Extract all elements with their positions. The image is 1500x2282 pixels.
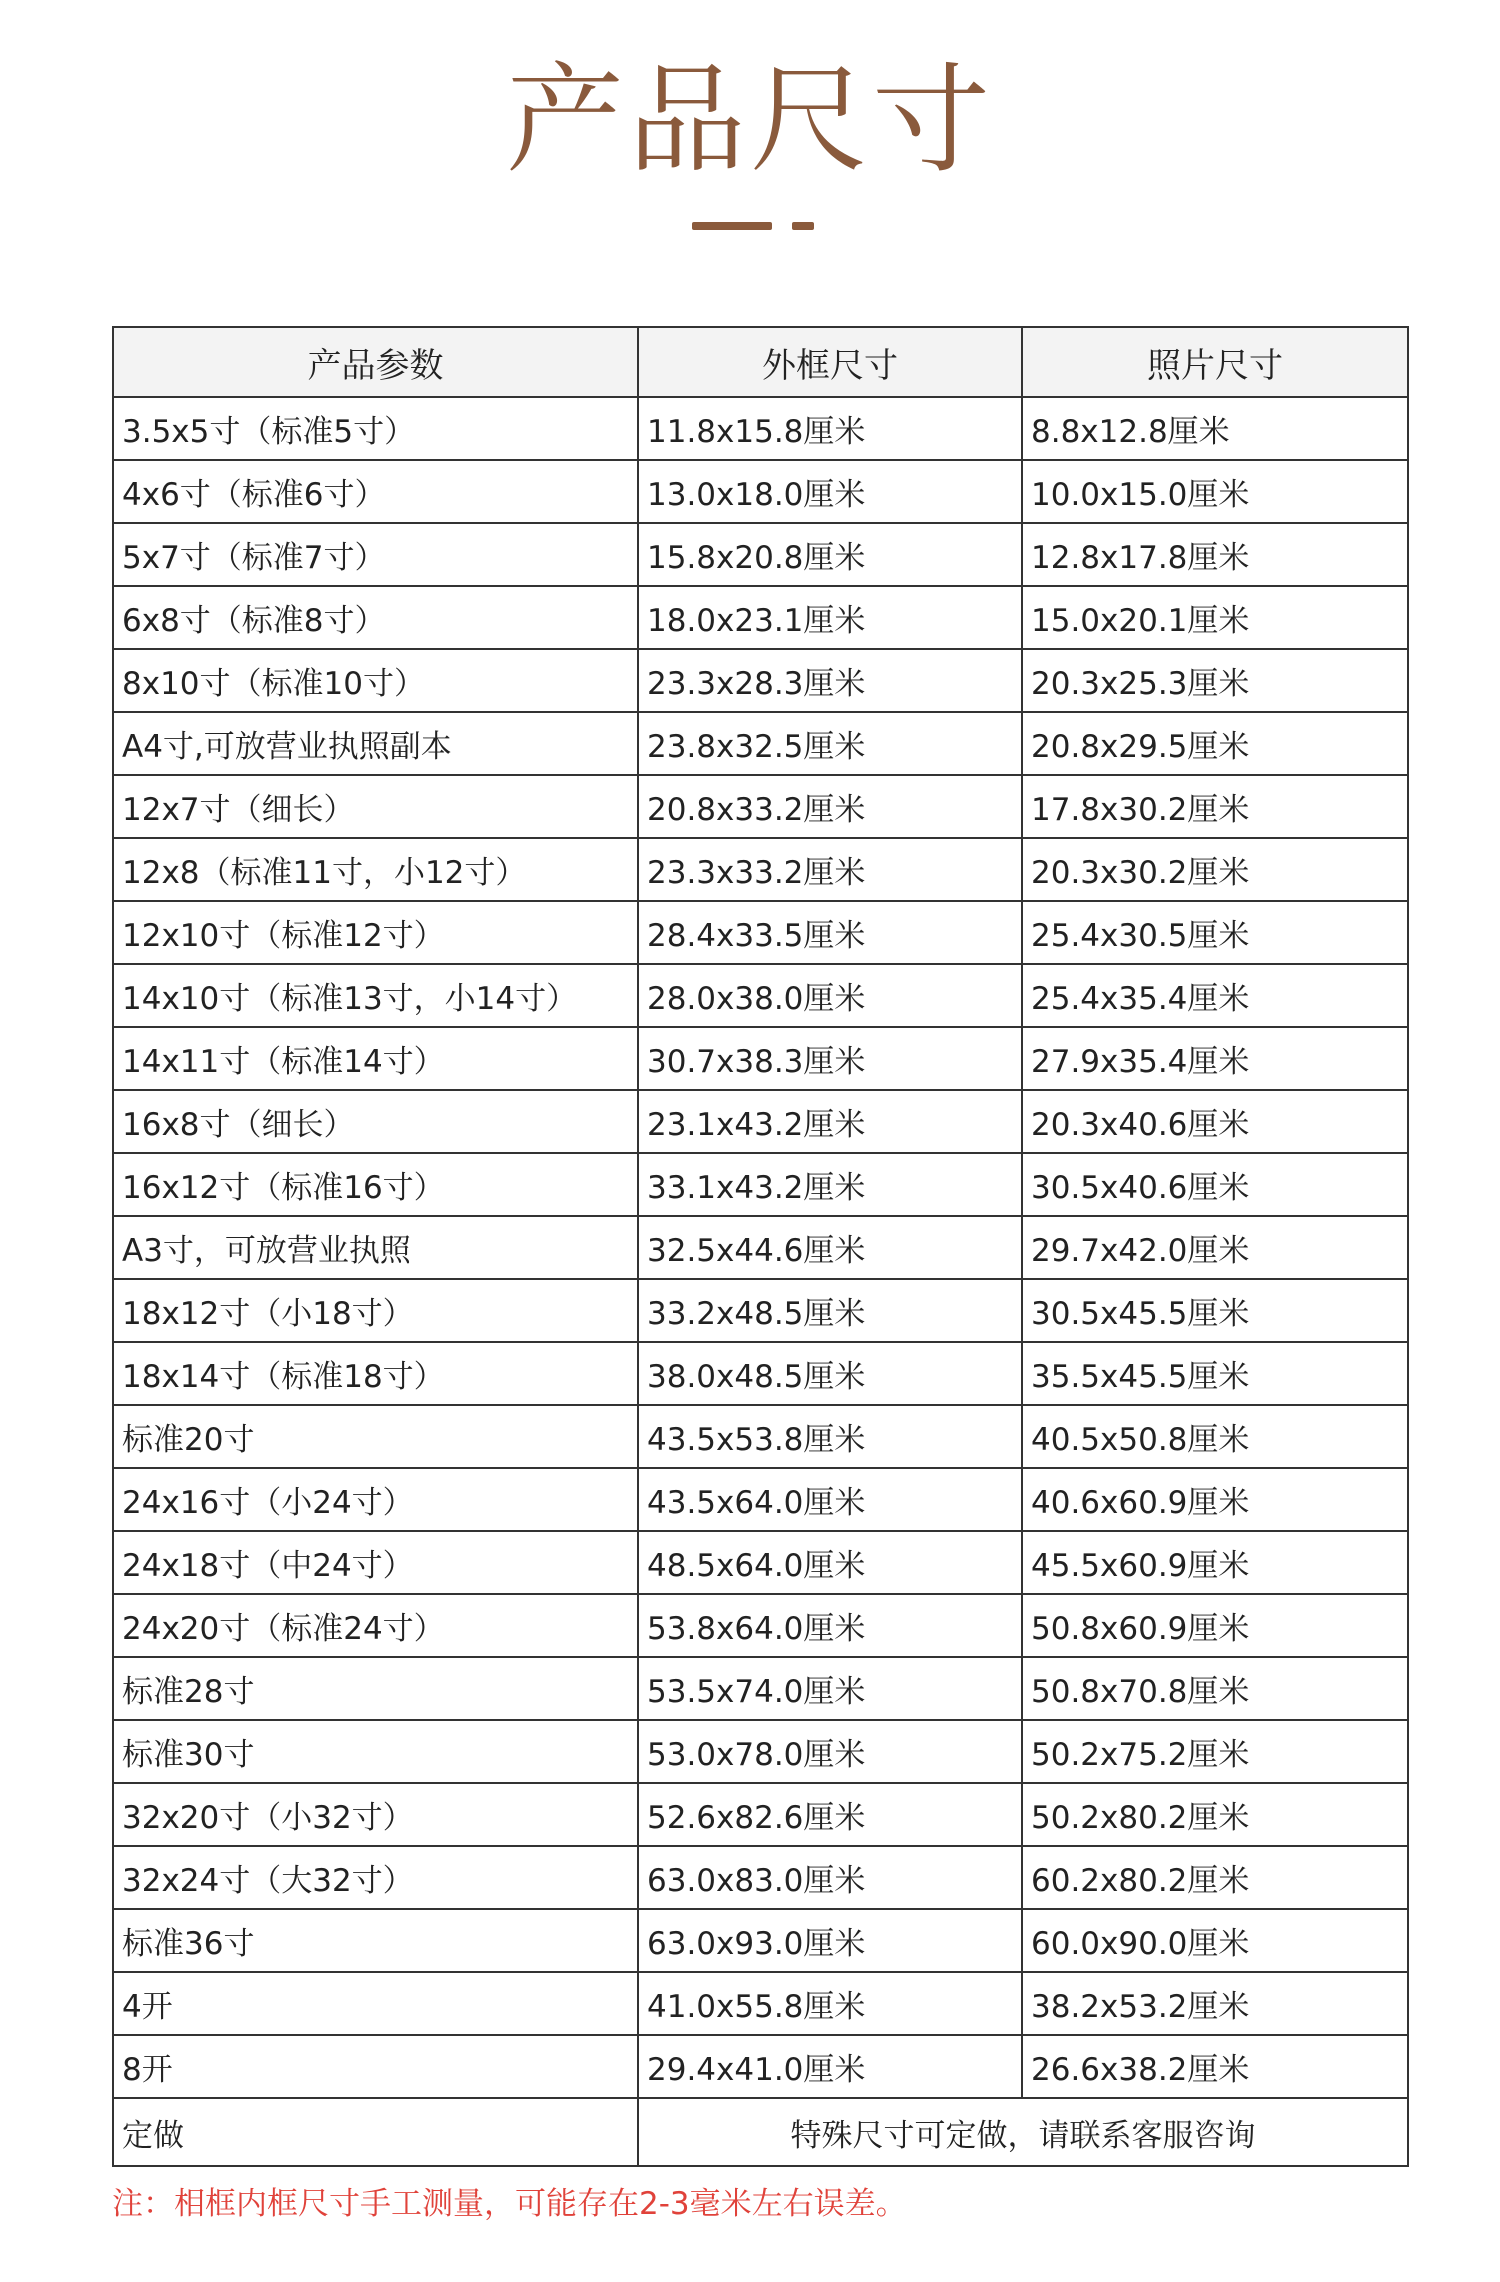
table-row [113, 1783, 1408, 1846]
row-photo-size: 50.8x70.8厘米 [1022, 1657, 1408, 1720]
row-outer-frame-size: 38.0x48.5厘米 [638, 1342, 1022, 1405]
table-row [113, 586, 1408, 649]
row-outer-frame-size: 23.3x33.2厘米 [638, 838, 1022, 901]
row-photo-size: 50.2x80.2厘米 [1022, 1783, 1408, 1846]
row-product-params: 3.5x5寸（标准5寸） [113, 397, 638, 460]
title-underline-short [792, 222, 814, 230]
row-photo-size: 29.7x42.0厘米 [1022, 1216, 1408, 1279]
table-row [113, 1909, 1408, 1972]
row-outer-frame-size: 28.0x38.0厘米 [638, 964, 1022, 1027]
row-product-params: 32x24寸（大32寸） [113, 1846, 638, 1909]
table-row [113, 838, 1408, 901]
table-row [113, 964, 1408, 1027]
custom-order-label: 定做 [113, 2098, 638, 2166]
row-photo-size: 50.8x60.9厘米 [1022, 1594, 1408, 1657]
table-row [113, 712, 1408, 775]
size-table [112, 326, 1409, 2167]
row-product-params: 32x20寸（小32寸） [113, 1783, 638, 1846]
row-product-params: 8开 [113, 2035, 638, 2098]
row-photo-size: 50.2x75.2厘米 [1022, 1720, 1408, 1783]
row-product-params: A4寸,可放营业执照副本 [113, 712, 638, 775]
row-product-params: 标准20寸 [113, 1405, 638, 1468]
table-row [113, 460, 1408, 523]
row-outer-frame-size: 23.8x32.5厘米 [638, 712, 1022, 775]
row-outer-frame-size: 23.1x43.2厘米 [638, 1090, 1022, 1153]
table-row [113, 1846, 1408, 1909]
row-photo-size: 15.0x20.1厘米 [1022, 586, 1408, 649]
table-row [113, 397, 1408, 460]
row-product-params: 标准28寸 [113, 1657, 638, 1720]
row-product-params: 8x10寸（标准10寸） [113, 649, 638, 712]
row-photo-size: 20.3x30.2厘米 [1022, 838, 1408, 901]
row-photo-size: 60.2x80.2厘米 [1022, 1846, 1408, 1909]
row-product-params: 18x12寸（小18寸） [113, 1279, 638, 1342]
row-photo-size: 17.8x30.2厘米 [1022, 775, 1408, 838]
header-outer-frame-size: 外框尺寸 [638, 327, 1022, 397]
measurement-note: 注：相框内框尺寸手工测量，可能存在2-3毫米左右误差。 [112, 2186, 907, 2222]
row-outer-frame-size: 32.5x44.6厘米 [638, 1216, 1022, 1279]
row-product-params: 18x14寸（标准18寸） [113, 1342, 638, 1405]
row-photo-size: 20.3x40.6厘米 [1022, 1090, 1408, 1153]
table-row [113, 1027, 1408, 1090]
row-outer-frame-size: 52.6x82.6厘米 [638, 1783, 1022, 1846]
row-product-params: 5x7寸（标准7寸） [113, 523, 638, 586]
table-header-row [113, 327, 1408, 397]
row-outer-frame-size: 29.4x41.0厘米 [638, 2035, 1022, 2098]
row-outer-frame-size: 18.0x23.1厘米 [638, 586, 1022, 649]
row-photo-size: 38.2x53.2厘米 [1022, 1972, 1408, 2035]
table-row [113, 1279, 1408, 1342]
table-row [113, 1531, 1408, 1594]
table-row [113, 2035, 1408, 2098]
row-product-params: A3寸，可放营业执照 [113, 1216, 638, 1279]
row-product-params: 6x8寸（标准8寸） [113, 586, 638, 649]
row-photo-size: 40.6x60.9厘米 [1022, 1468, 1408, 1531]
row-outer-frame-size: 53.8x64.0厘米 [638, 1594, 1022, 1657]
row-photo-size: 8.8x12.8厘米 [1022, 397, 1408, 460]
row-photo-size: 40.5x50.8厘米 [1022, 1405, 1408, 1468]
row-photo-size: 27.9x35.4厘米 [1022, 1027, 1408, 1090]
table-row [113, 1405, 1408, 1468]
row-photo-size: 60.0x90.0厘米 [1022, 1909, 1408, 1972]
row-outer-frame-size: 53.0x78.0厘米 [638, 1720, 1022, 1783]
row-outer-frame-size: 63.0x83.0厘米 [638, 1846, 1022, 1909]
table-row [113, 649, 1408, 712]
row-outer-frame-size: 63.0x93.0厘米 [638, 1909, 1022, 1972]
table-row [113, 1657, 1408, 1720]
row-photo-size: 26.6x38.2厘米 [1022, 2035, 1408, 2098]
row-product-params: 标准30寸 [113, 1720, 638, 1783]
table-row [113, 1594, 1408, 1657]
table-row [113, 901, 1408, 964]
table-row [113, 1153, 1408, 1216]
row-product-params: 14x11寸（标准14寸） [113, 1027, 638, 1090]
custom-order-text: 特殊尺寸可定做，请联系客服咨询 [638, 2098, 1408, 2166]
row-outer-frame-size: 43.5x53.8厘米 [638, 1405, 1022, 1468]
row-photo-size: 25.4x30.5厘米 [1022, 901, 1408, 964]
row-outer-frame-size: 33.2x48.5厘米 [638, 1279, 1022, 1342]
row-outer-frame-size: 28.4x33.5厘米 [638, 901, 1022, 964]
table-row [113, 1216, 1408, 1279]
row-outer-frame-size: 13.0x18.0厘米 [638, 460, 1022, 523]
table-row [113, 1972, 1408, 2035]
row-product-params: 16x8寸（细长） [113, 1090, 638, 1153]
table-body [113, 397, 1408, 2166]
row-outer-frame-size: 11.8x15.8厘米 [638, 397, 1022, 460]
row-product-params: 12x7寸（细长） [113, 775, 638, 838]
row-photo-size: 20.8x29.5厘米 [1022, 712, 1408, 775]
row-photo-size: 35.5x45.5厘米 [1022, 1342, 1408, 1405]
row-product-params: 16x12寸（标准16寸） [113, 1153, 638, 1216]
row-outer-frame-size: 53.5x74.0厘米 [638, 1657, 1022, 1720]
row-photo-size: 12.8x17.8厘米 [1022, 523, 1408, 586]
row-product-params: 14x10寸（标准13寸，小14寸） [113, 964, 638, 1027]
row-outer-frame-size: 30.7x38.3厘米 [638, 1027, 1022, 1090]
row-photo-size: 45.5x60.9厘米 [1022, 1531, 1408, 1594]
table-row [113, 775, 1408, 838]
table-row [113, 1090, 1408, 1153]
row-product-params: 标准36寸 [113, 1909, 638, 1972]
table-row [113, 523, 1408, 586]
header-photo-size: 照片尺寸 [1022, 327, 1408, 397]
row-outer-frame-size: 15.8x20.8厘米 [638, 523, 1022, 586]
row-photo-size: 25.4x35.4厘米 [1022, 964, 1408, 1027]
row-product-params: 24x20寸（标准24寸） [113, 1594, 638, 1657]
header-product-params: 产品参数 [113, 327, 638, 397]
row-product-params: 24x18寸（中24寸） [113, 1531, 638, 1594]
row-product-params: 4x6寸（标准6寸） [113, 460, 638, 523]
table-row [113, 1342, 1408, 1405]
row-photo-size: 30.5x40.6厘米 [1022, 1153, 1408, 1216]
row-product-params: 4开 [113, 1972, 638, 2035]
row-product-params: 12x8（标准11寸，小12寸） [113, 838, 638, 901]
row-photo-size: 10.0x15.0厘米 [1022, 460, 1408, 523]
page-title: 产品尺寸 [505, 51, 994, 189]
row-outer-frame-size: 41.0x55.8厘米 [638, 1972, 1022, 2035]
row-outer-frame-size: 33.1x43.2厘米 [638, 1153, 1022, 1216]
row-outer-frame-size: 23.3x28.3厘米 [638, 649, 1022, 712]
custom-order-row [113, 2098, 1408, 2166]
row-outer-frame-size: 43.5x64.0厘米 [638, 1468, 1022, 1531]
row-product-params: 12x10寸（标准12寸） [113, 901, 638, 964]
table-row [113, 1468, 1408, 1531]
title-underline-long [692, 222, 772, 230]
row-photo-size: 20.3x25.3厘米 [1022, 649, 1408, 712]
row-photo-size: 30.5x45.5厘米 [1022, 1279, 1408, 1342]
table-row [113, 1720, 1408, 1783]
row-outer-frame-size: 48.5x64.0厘米 [638, 1531, 1022, 1594]
row-product-params: 24x16寸（小24寸） [113, 1468, 638, 1531]
row-outer-frame-size: 20.8x33.2厘米 [638, 775, 1022, 838]
